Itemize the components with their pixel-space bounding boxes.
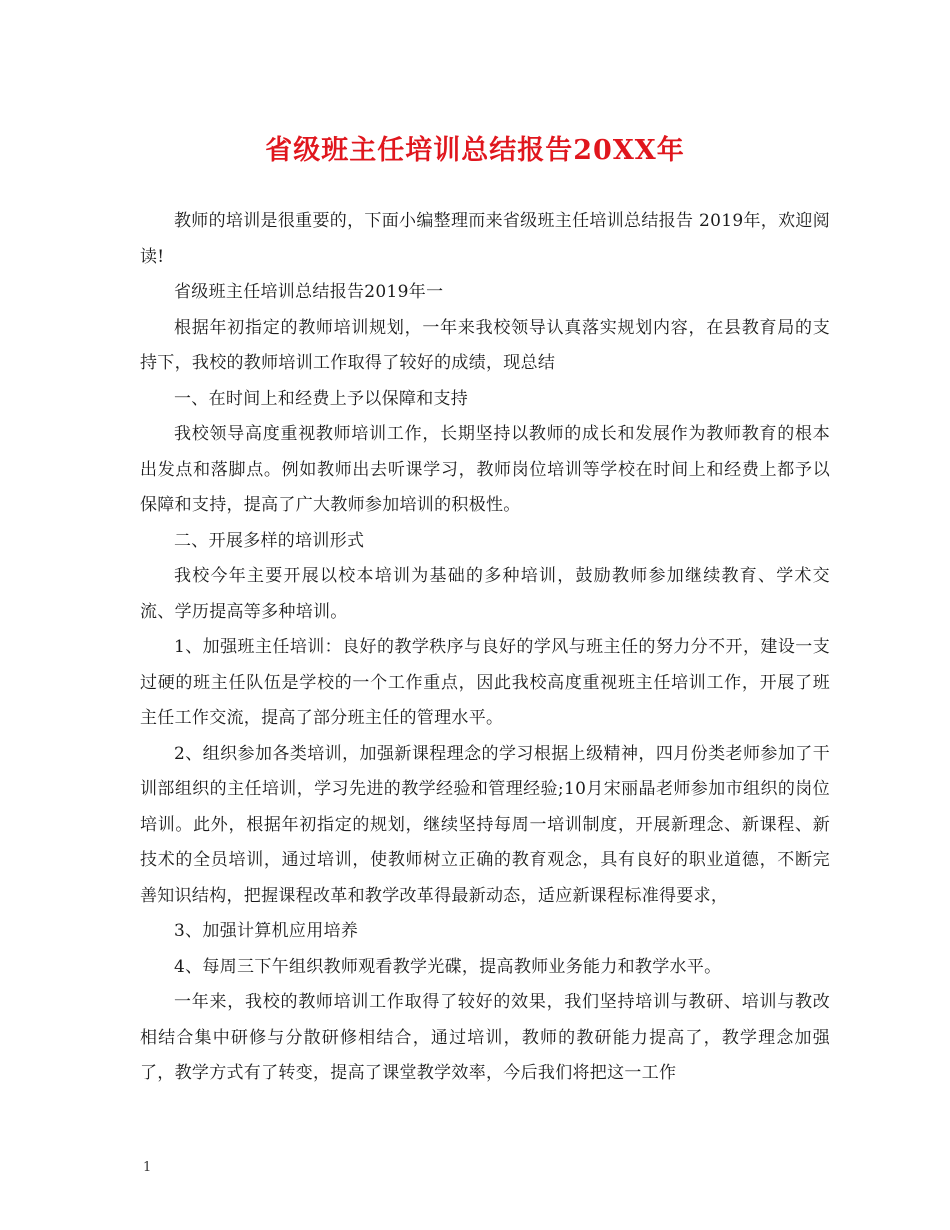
list-item: 1、加强班主任培训：良好的教学秩序与良好的学风与班主任的努力分不开，建设一支过硬的班主任队伍是学校的一个工作重点，因此我校高度重视班主任培训工作，开展了班主任工作交流，提高了部分班主任的管理水平。 <box>140 637 830 728</box>
section-heading-2: 二、开展多样的培训形式 <box>174 530 365 551</box>
paragraph: 我校今年主要开展以校本培训为基础的多种培训，鼓励教师参加继续教育、学术交流、学历提高等多种培训。 <box>140 566 830 622</box>
paragraph-intro: 教师的培训是很重要的，下面小编整理而来省级班主任培训总结报告 2019年，欢迎阅读! <box>140 211 830 267</box>
document-body <box>140 204 830 1092</box>
page-number: 1 <box>143 1160 152 1175</box>
list-item: 2、组织参加各类培训，加强新课程理念的学习根据上级精神，四月份类老师参加了干训部组织的主任培训，学习先进的教学经验和管理经验;10月宋丽晶老师参加市组织的岗位培训。此外，根据年初指定的规划，继续坚持每周一培训制度，开展新理念、新课程、新技术的全员培训，通过培训，使教师树立正确的教育观念，具有良好的职业道德，不断完善知识结构，把握课程改革和教学改革得最新动态，适应新课程标准得要求， <box>140 743 830 906</box>
section-heading-1: 一、在时间上和经费上予以保障和支持 <box>174 388 469 409</box>
paragraph-subtitle: 省级班主任培训总结报告2019年一 <box>174 282 444 302</box>
list-item: 4、每周三下午组织教师观看教学光碟，提高教师业务能力和教学水平。 <box>174 956 722 977</box>
document-title: 省级班主任培训总结报告20XX年 <box>265 135 685 166</box>
paragraph: 根据年初指定的教师培训规划，一年来我校领导认真落实规划内容，在县教育局的支持下，我校的教师培训工作取得了较好的成绩，现总结 <box>140 317 830 373</box>
list-item: 3、加强计算机应用培养 <box>174 921 359 941</box>
paragraph: 一年来，我校的教师培训工作取得了较好的效果，我们坚持培训与教研、培训与教改相结合集中研修与分散研修相结合，通过培训，教师的教研能力提高了，教学理念加强了，教学方式有了转变，提高了课堂教学效率，今后我们将把这一工作 <box>140 992 830 1083</box>
paragraph: 我校领导高度重视教师培训工作，长期坚持以教师的成长和发展作为教师教育的根本出发点和落脚点。例如教师出去听课学习，教师岗位培训等学校在时间上和经费上都予以保障和支持，提高了广大教师参加培训的积极性。 <box>140 424 830 515</box>
